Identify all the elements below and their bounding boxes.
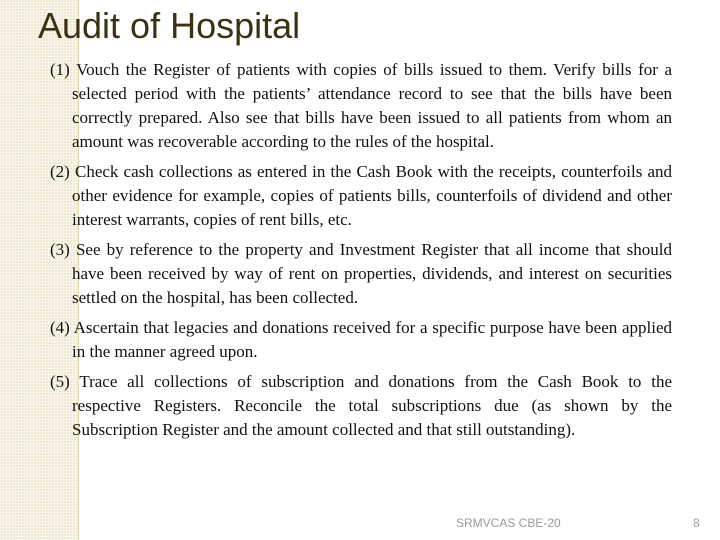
step-number: (1): [50, 60, 70, 79]
audit-steps-list: [50, 58, 672, 448]
step-text: Ascertain that legacies and donations received for a specific purpose have been applied in the manner agreed upon.: [72, 318, 673, 361]
step-text: See by reference to the property and Investment Register that all income that should have been received by way of rent on properties, dividends, and interest on securities settled on the hospital, has been collected.: [72, 240, 672, 307]
step-number: (5): [50, 372, 70, 391]
audit-step-1: [50, 58, 672, 154]
audit-step-5: [50, 370, 672, 442]
audit-step-2: [50, 160, 672, 232]
step-number: (2): [50, 162, 70, 181]
step-number: (4): [50, 318, 70, 337]
audit-step-4: [50, 316, 672, 364]
slide-footer: SRMVCAS CBE-20: [456, 516, 561, 530]
page-number: 8: [693, 516, 700, 530]
slide-title: Audit of Hospital: [38, 5, 301, 46]
step-text: Trace all collections of subscription and donations from the Cash Book to the respective Registers. Reconcile the total subscriptions due (as shown by the Subscription Register and the amount collected and that still outstanding).: [72, 372, 672, 439]
step-number: (3): [50, 240, 70, 259]
step-text: Vouch the Register of patients with copies of bills issued to them. Verify bills for a selected period with the patients’ attendance record to see that the bills have been correctly prepared. Also see that bills have been issued to all patients from whom an amount was recoverable according to the rules of the hospital.: [72, 60, 672, 151]
step-text: Check cash collections as entered in the Cash Book with the receipts, counterfoils and other evidence for example, copies of patients bills, counterfoils of dividend and other interest warrants, copies of rent bills, etc.: [72, 162, 673, 229]
audit-step-3: [50, 238, 672, 310]
